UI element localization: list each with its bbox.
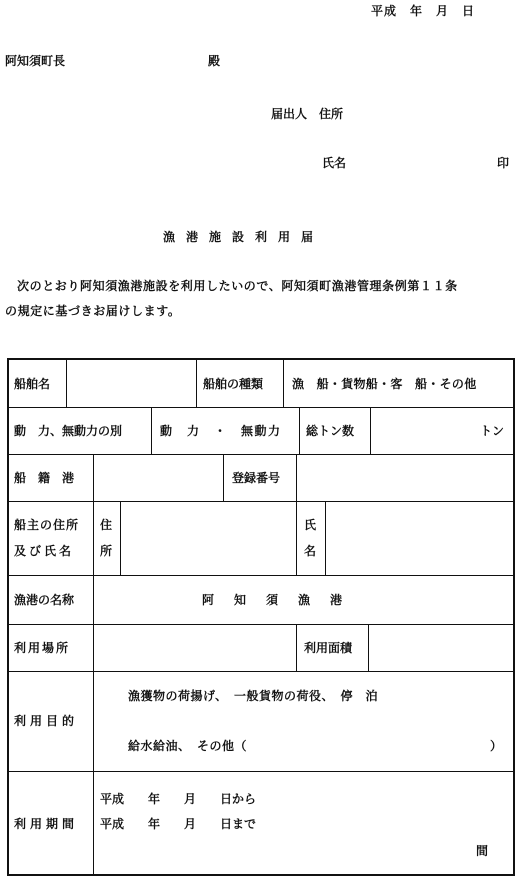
tonnage-unit: トン: [480, 424, 505, 438]
purpose-options-line2: 給水給油、 その他（: [128, 739, 248, 753]
owner-address-label-1: 住: [100, 518, 113, 532]
body-line-1: 次のとおり阿知須漁港施設を利用したいので、阿知須町漁港管理条例第１１条: [17, 279, 458, 293]
col-divider: [66, 358, 67, 408]
col-divider: [223, 454, 224, 502]
col-divider: [93, 771, 94, 875]
col-divider: [299, 407, 300, 455]
port-name-value: 阿 知 須 漁 港: [202, 593, 347, 607]
col-divider: [296, 454, 297, 502]
purpose-label: 利用目的: [14, 714, 79, 728]
col-divider: [283, 358, 284, 408]
col-divider: [196, 358, 197, 408]
table-border-top: [7, 358, 515, 360]
row-divider: [7, 407, 515, 408]
registration-number-label: 登録番号: [232, 471, 281, 485]
ship-name-label: 船舶名: [14, 377, 51, 391]
area-label: 利用面積: [304, 641, 353, 655]
row-divider: [7, 575, 515, 576]
period-unit: 間: [476, 844, 489, 858]
owner-label-line1: 船主の住所: [14, 518, 80, 532]
notifier-address-label: 届出人 住所: [271, 107, 344, 121]
col-divider: [325, 501, 326, 576]
owner-label-line2: 及び氏名: [14, 544, 75, 558]
col-divider: [93, 575, 94, 625]
addressee: 阿知須町長: [5, 54, 66, 68]
col-divider: [93, 671, 94, 772]
row-divider: [7, 624, 515, 625]
location-label: 利用場所: [14, 641, 71, 655]
col-divider: [296, 624, 297, 672]
power-label: 動 力、無動力の別: [14, 424, 123, 438]
table-border-right: [513, 358, 515, 876]
col-divider: [93, 501, 94, 576]
table-border-bottom: [7, 874, 515, 876]
purpose-close-paren: ）: [490, 739, 503, 753]
seal-mark: 印: [497, 156, 510, 170]
owner-address-label-2: 所: [100, 544, 113, 558]
col-divider: [93, 624, 94, 672]
owner-name-label-2: 名: [304, 544, 317, 558]
period-to: 平成 年 月 日まで: [100, 817, 257, 831]
port-name-label: 漁港の名称: [14, 593, 75, 607]
ship-type-options: 漁 船・貨物船・客 船・その他: [292, 377, 477, 391]
purpose-options-line1: 漁獲物の荷揚げ、 一般貨物の荷役、 停 泊: [128, 689, 379, 703]
col-divider: [368, 624, 369, 672]
col-divider: [120, 501, 121, 576]
owner-name-label-1: 氏: [304, 518, 317, 532]
row-divider: [7, 671, 515, 672]
row-divider: [7, 501, 515, 502]
table-border-left: [7, 358, 9, 876]
period-label: 利用期間: [14, 817, 79, 831]
tonnage-label: 総トン数: [306, 424, 355, 438]
row-divider: [7, 771, 515, 772]
document-title: 漁港施設利用届: [163, 230, 325, 244]
honorific: 殿: [208, 54, 221, 68]
col-divider: [370, 407, 371, 455]
col-divider: [93, 454, 94, 502]
ship-type-label: 船舶の種類: [203, 377, 264, 391]
date-line: 平成 年 月 日: [371, 4, 476, 18]
home-port-label: 船 籍 港: [14, 471, 75, 485]
period-from: 平成 年 月 日から: [100, 792, 257, 806]
body-line-2: の規定に基づきお届けします。: [5, 304, 181, 318]
power-options: 動 力 ・ 無動力: [160, 424, 282, 438]
col-divider: [151, 407, 152, 455]
notifier-name-label: 氏名: [322, 156, 347, 170]
col-divider: [296, 501, 297, 576]
row-divider: [7, 454, 515, 455]
